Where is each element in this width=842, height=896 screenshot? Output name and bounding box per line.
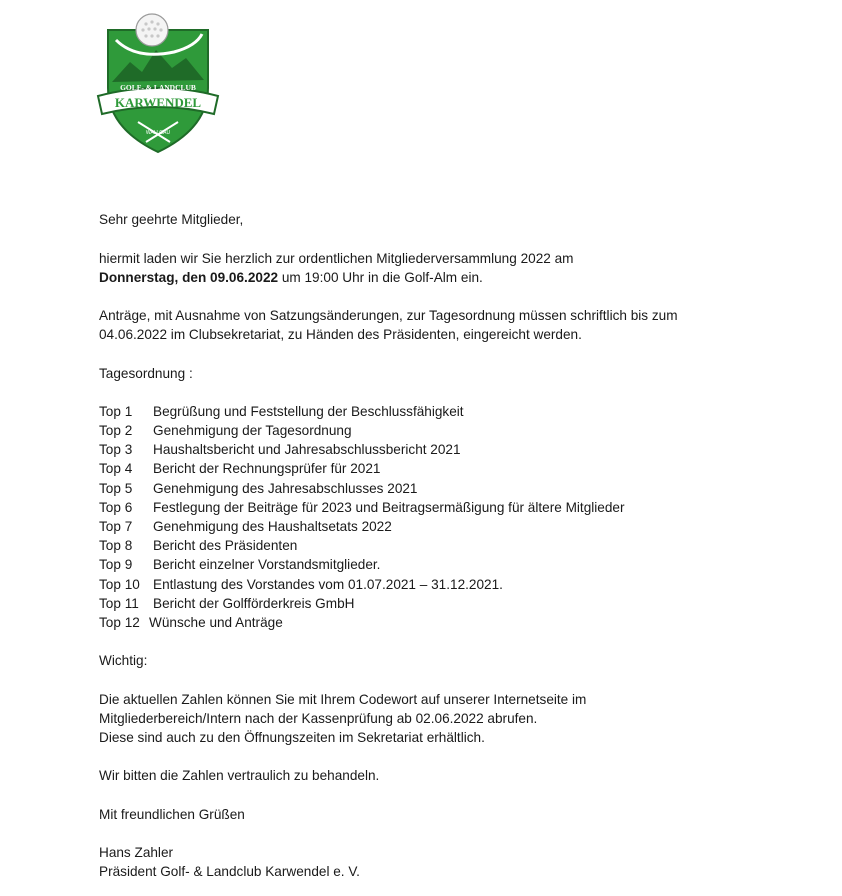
- important-label: Wichtig:: [99, 653, 148, 668]
- motions-line-2: 04.06.2022 im Clubsekretariat, zu Händen des Präsidenten, eingereicht werden.: [99, 327, 582, 342]
- golf-ball-icon: [136, 14, 168, 46]
- logo-bottom-text: WALLGAU: [145, 130, 171, 136]
- numbers-line-2: Mitgliederbereich/Intern nach der Kassenprüfung ab 02.06.2022 abrufen.: [99, 711, 538, 726]
- closing: Mit freundlichen Grüßen: [99, 807, 245, 822]
- meeting-time-place: um 19:00 Uhr in die Golf-Alm ein.: [278, 270, 483, 285]
- logo-top-text: GOLF- & LANDCLUB: [120, 83, 196, 92]
- agenda-item: Top 6 Festlegung der Beiträge für 2023 und Beitragsermäßigung für ältere Mitglieder: [99, 500, 625, 515]
- signer-name: Hans Zahler: [99, 845, 174, 860]
- club-logo: [96, 10, 220, 156]
- meeting-date: Donnerstag, den 09.06.2022: [99, 270, 279, 285]
- motions-line-1: Anträge, mit Ausnahme von Satzungsänderungen, zur Tagesordnung müssen schriftlich bis zum: [99, 308, 678, 323]
- agenda-item: Top 11 Bericht der Golfförderkreis GmbH: [99, 596, 355, 611]
- agenda-item: Top 10 Entlastung des Vorstandes vom 01.07.2021 – 31.12.2021.: [99, 577, 503, 592]
- signer-title: Präsident Golf- & Landclub Karwendel e. V.: [99, 864, 360, 879]
- agenda-item: Top 8 Bericht des Präsidenten: [99, 538, 298, 553]
- agenda-item: Top 9 Bericht einzelner Vorstandsmitglieder.: [99, 557, 381, 572]
- agenda-item: Top 2 Genehmigung der Tagesordnung: [99, 423, 352, 438]
- agenda-item: Top 3 Haushaltsbericht und Jahresabschlussbericht 2021: [99, 442, 461, 457]
- agenda-item: Top 5 Genehmigung des Jahresabschlusses 2021: [99, 481, 418, 496]
- agenda-item: Top 12 Wünsche und Anträge: [99, 615, 283, 630]
- confidential-note: Wir bitten die Zahlen vertraulich zu behandeln.: [99, 768, 380, 783]
- agenda-item: Top 1 Begrüßung und Feststellung der Beschlussfähigkeit: [99, 404, 464, 419]
- agenda-item: Top 7 Genehmigung des Haushaltsetats 2022: [99, 519, 392, 534]
- agenda-heading: Tagesordnung :: [99, 366, 193, 381]
- numbers-line-3: Diese sind auch zu den Öffnungszeiten im Sekretariat erhältlich.: [99, 730, 485, 745]
- logo-name: KARWENDEL: [114, 95, 202, 110]
- intro-line-1: hiermit laden wir Sie herzlich zur ordentlichen Mitgliederversammlung 2022 am: [99, 251, 574, 266]
- intro-line-2: [99, 269, 483, 287]
- numbers-line-1: Die aktuellen Zahlen können Sie mit Ihrem Codewort auf unserer Internetseite im: [99, 692, 587, 707]
- salutation: Sehr geehrte Mitglieder,: [99, 212, 244, 227]
- agenda-item: Top 4 Bericht der Rechnungsprüfer für 2021: [99, 461, 381, 476]
